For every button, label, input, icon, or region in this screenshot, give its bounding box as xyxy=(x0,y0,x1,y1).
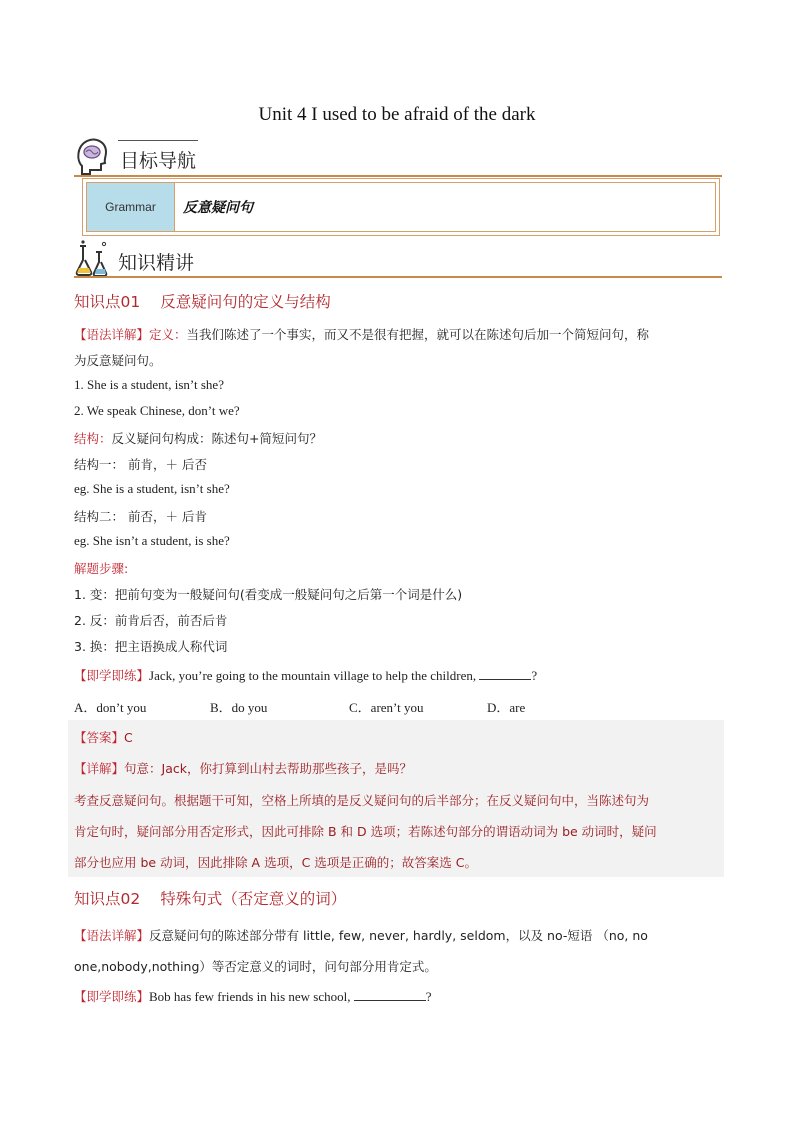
answer-blank xyxy=(354,990,426,1001)
detail-line-1 xyxy=(74,759,412,777)
kp2-question-end: ? xyxy=(425,989,432,1004)
grammar-label: Grammar xyxy=(87,183,175,231)
page-title: Unit 4 I used to be afraid of the dark xyxy=(258,104,536,125)
kp2-tag-practice: 【即学即练】 xyxy=(74,989,150,1004)
kp1-step-3: 3. 换：把主语换成人称代词 xyxy=(74,639,228,654)
kp2-practice-question xyxy=(74,987,432,1005)
brain-head-icon xyxy=(74,136,110,174)
kp1-tag-explain: 【语法详解】 xyxy=(74,327,150,342)
answer-value: C xyxy=(124,730,133,745)
kp1-example-2: 2. We speak Chinese, don’t we? xyxy=(74,403,240,418)
detail-tag: 【详解】 xyxy=(74,761,125,776)
kp1-def-text-2: 为反意疑问句。 xyxy=(74,353,162,368)
kp1-structure-1: 结构一： 前肯，＋ 后否 xyxy=(74,457,207,472)
kp1-steps-label: 解题步骤: xyxy=(74,561,129,576)
kp1-number: 知识点01 xyxy=(74,293,141,311)
kp2-text-1: 反意疑问句的陈述部分带有 little, few, never, hardly, seldom，以及 no-短语 （no, no xyxy=(149,928,648,943)
answer-tag: 【答案】 xyxy=(74,730,125,745)
kp1-question-end: ? xyxy=(531,668,538,683)
detail-meaning: 句意：Jack，你打算到山村去帮助那些孩子，是吗？ xyxy=(124,761,412,776)
kp2-tag-explain: 【语法详解】 xyxy=(74,928,150,943)
kp1-structure-2-example: eg. She isn’t a student, is she? xyxy=(74,533,230,548)
knowledge-point-2-heading xyxy=(74,887,346,909)
answer-blank xyxy=(479,669,531,680)
kp1-title: 反意疑问句的定义与结构 xyxy=(160,293,331,311)
grammar-objective-box xyxy=(82,178,720,236)
kp1-step-2: 2. 反：前肯后否，前否后肯 xyxy=(74,613,228,628)
kp2-explain-line-1 xyxy=(74,926,648,944)
option-b: B．do you xyxy=(210,700,268,715)
kp2-question-text: Bob has few friends in his new school, xyxy=(149,989,354,1004)
kp1-def-label: 定义： xyxy=(149,327,187,342)
section-divider xyxy=(74,175,722,177)
kp1-structure-1-example: eg. She is a student, isn’t she? xyxy=(74,481,230,496)
kp1-structure xyxy=(74,429,322,447)
kp2-number: 知识点02 xyxy=(74,890,141,908)
option-c: C．aren’t you xyxy=(349,700,424,715)
kp2-explain-line-2: one,nobody,nothing）等否定意义的词时，问句部分用肯定式。 xyxy=(74,959,437,974)
kp1-def-text-1: 当我们陈述了一个事实，而又不是很有把握，就可以在陈述句后加一个简短问句，称 xyxy=(186,327,650,342)
kp1-struct-label: 结构： xyxy=(74,431,112,446)
answer-line xyxy=(74,728,133,746)
option-d: D．are xyxy=(487,700,526,715)
section-top-rule xyxy=(118,140,198,141)
flask-icon xyxy=(74,238,110,276)
detail-line-3: 肯定句时，疑问部分用否定形式，因此可排除 B 和 D 选项；若陈述句部分的谓语动词为 be 动词时，疑问 xyxy=(74,824,657,839)
grammar-value: 反意疑问句 xyxy=(183,200,253,216)
section-title-knowledge: 知识精讲 xyxy=(118,252,195,274)
kp2-title: 特殊句式（否定意义的词） xyxy=(160,890,347,908)
kp1-step-1: 1. 变：把前句变为一般疑问句(看变成一般疑问句之后第一个词是什么) xyxy=(74,587,463,602)
kp1-structure-2: 结构二： 前否，＋ 后肯 xyxy=(74,509,207,524)
kp1-definition xyxy=(74,325,649,343)
option-a: A．don’t you xyxy=(74,700,147,715)
kp1-question-text: Jack, you’re going to the mountain village to help the children, xyxy=(149,668,480,683)
kp1-practice-question xyxy=(74,666,537,684)
detail-line-2: 考查反意疑问句。根据题干可知，空格上所填的是反义疑问句的后半部分；在反义疑问句中，当陈述句为 xyxy=(74,793,650,808)
kp1-struct-text: 反义疑问句构成：陈述句+简短问句？ xyxy=(111,431,322,446)
knowledge-point-1-heading xyxy=(74,290,331,312)
kp1-tag-practice: 【即学即练】 xyxy=(74,668,150,683)
kp1-example-1: 1. She is a student, isn’t she? xyxy=(74,377,224,392)
section-title-objectives: 目标导航 xyxy=(120,150,197,172)
section-divider xyxy=(74,276,722,278)
detail-line-4: 部分也应用 be 动词，因此排除 A 选项，C 选项是正确的；故答案选 C。 xyxy=(74,855,477,870)
